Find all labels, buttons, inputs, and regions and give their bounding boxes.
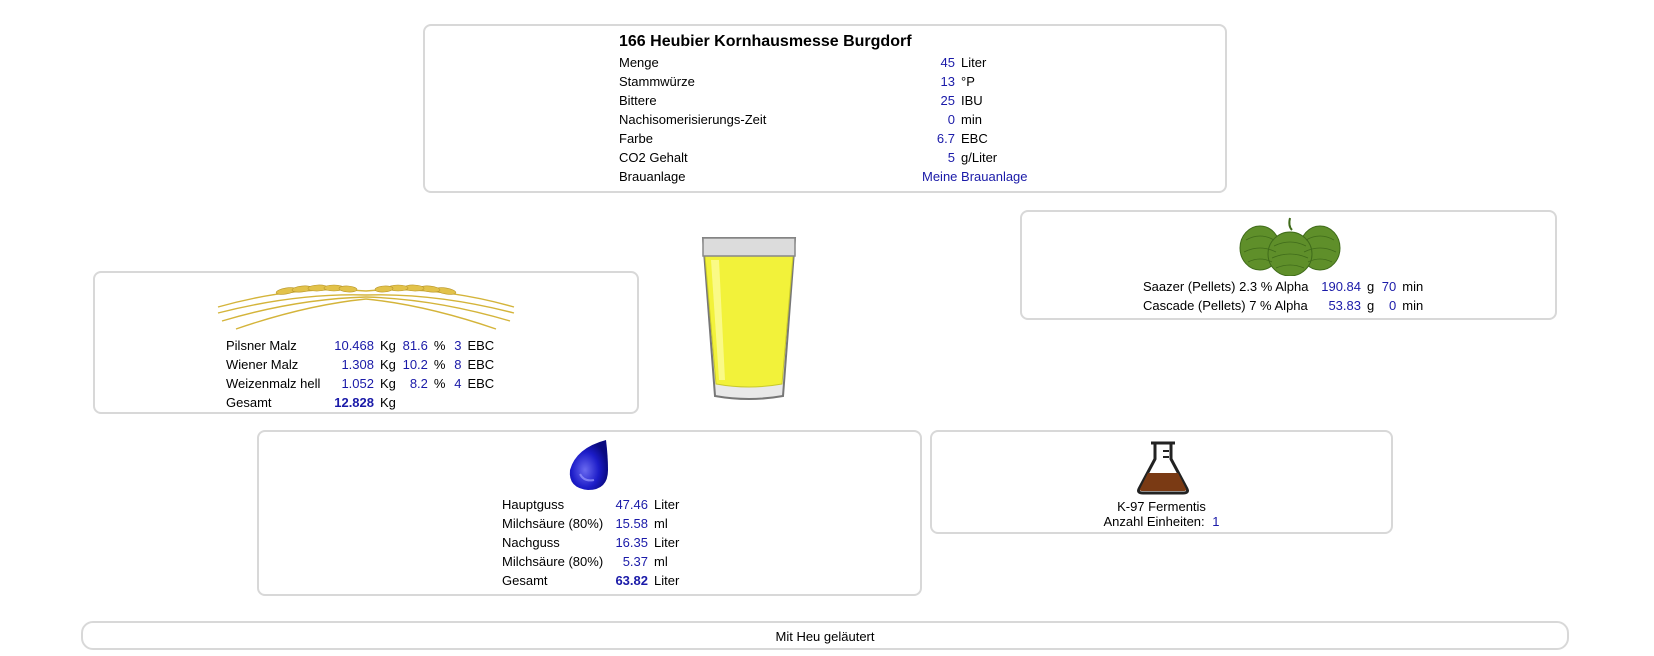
yeast-panel [930,430,1393,534]
recipe-unit: EBC [961,131,988,146]
water-total-label: Gesamt [502,573,548,588]
malt-total-unit: Kg [380,395,396,410]
hop-time: 70 [1381,279,1397,294]
recipe-value: 45 [940,55,955,70]
water-table [499,495,682,590]
beer-glass-icon [699,234,799,402]
recipe-unit: min [961,112,982,127]
hop-amount-unit: g [1367,298,1375,313]
water-value: 5.37 [622,554,648,569]
wheat-icon [216,277,516,337]
hop-row [1140,296,1426,315]
malt-row [223,374,497,393]
recipe-label: Menge [619,55,659,70]
malt-total-row [223,393,497,412]
recipe-unit: Liter [961,55,987,70]
water-label: Hauptguss [502,497,565,512]
water-value: 16.35 [615,535,648,550]
malt-ebc: 8 [454,357,462,372]
note-bar [81,621,1569,650]
malt-name: Wiener Malz [226,357,299,372]
yeast-count [932,514,1391,529]
yeast-count-value: 1 [1212,514,1220,529]
recipe-label: Farbe [619,131,653,146]
water-unit: ml [654,554,668,569]
recipe-unit: IBU [961,93,983,108]
recipe-row [616,148,1031,167]
recipe-table [616,53,1031,186]
water-row [499,552,682,571]
hop-row [1140,277,1426,296]
water-unit: Liter [654,535,680,550]
malt-table [223,336,497,412]
recipe-unit: g/Liter [961,150,998,165]
malt-row [223,355,497,374]
malt-pct-unit: % [433,357,446,372]
recipe-value: 25 [940,93,955,108]
malt-pct-unit: % [433,376,446,391]
water-value: 15.58 [615,516,648,531]
malt-ebc: 3 [454,338,462,353]
recipe-label: CO2 Gehalt [619,150,688,165]
hop-name: Saazer (Pellets) 2.3 % Alpha [1143,279,1309,294]
malt-kg: 1.308 [341,357,374,372]
recipe-row [616,110,1031,129]
water-total-unit: Liter [654,573,680,588]
brewery-link[interactable]: Meine Brauanlage [922,169,1028,184]
hop-amount-unit: g [1367,279,1375,294]
hop-time-unit: min [1402,298,1424,313]
recipe-panel [423,24,1227,193]
water-row [499,514,682,533]
water-label: Nachguss [502,535,560,550]
malt-ebc-unit: EBC [467,357,495,372]
malt-row [223,336,497,355]
recipe-label: Stammwürze [619,74,695,89]
water-label: Milchsäure (80%) [502,516,604,531]
malt-kg-unit: Kg [380,376,396,391]
yeast-name: K-97 Fermentis [1117,499,1206,514]
recipe-label: Bittere [619,93,657,108]
hop-time: 0 [1389,298,1397,313]
note-text: Mit Heu geläutert [775,629,875,644]
hop-amount: 190.84 [1321,279,1361,294]
malt-panel [93,271,639,414]
malt-kg: 10.468 [334,338,374,353]
water-row [499,533,682,552]
hop-name: Cascade (Pellets) 7 % Alpha [1143,298,1308,313]
malt-pct: 8.2 [409,376,428,391]
recipe-row-brewery [616,167,1031,186]
recipe-row [616,53,1031,72]
water-unit: ml [654,516,668,531]
water-value: 47.46 [615,497,648,512]
malt-kg: 1.052 [341,376,374,391]
malt-kg-unit: Kg [380,338,396,353]
hops-panel [1020,210,1557,320]
recipe-value: 0 [947,112,955,127]
malt-pct-unit: % [433,338,446,353]
malt-ebc: 4 [454,376,462,391]
water-panel [257,430,922,596]
recipe-value: 5 [947,150,955,165]
malt-pct: 81.6 [402,338,428,353]
malt-kg-unit: Kg [380,357,396,372]
water-total-row [499,571,682,590]
malt-ebc-unit: EBC [467,376,495,391]
recipe-row [616,72,1031,91]
recipe-row [616,129,1031,148]
hop-time-unit: min [1402,279,1424,294]
malt-pct: 10.2 [402,357,428,372]
malt-total-label: Gesamt [226,395,272,410]
yeast-count-label: Anzahl Einheiten: [1103,514,1205,529]
water-unit: Liter [654,497,680,512]
water-total-value: 63.82 [615,573,648,588]
malt-name: Weizenmalz hell [226,376,321,391]
recipe-unit: °P [961,74,975,89]
malt-total-value: 12.828 [334,395,374,410]
malt-ebc-unit: EBC [467,338,495,353]
recipe-label: Nachisomerisierungs-Zeit [619,112,767,127]
hop-amount: 53.83 [1328,298,1361,313]
recipe-value: 6.7 [936,131,955,146]
recipe-row [616,91,1031,110]
flask-icon [1135,437,1191,495]
water-drop-icon [566,438,610,492]
hops-icon [1238,216,1342,276]
recipe-value: 13 [940,74,955,89]
recipe-title: 166 Heubier Kornhausmesse Burgdorf [619,33,912,50]
malt-name: Pilsner Malz [226,338,297,353]
hops-table [1140,277,1426,315]
brewery-label: Brauanlage [619,169,686,184]
water-row [499,495,682,514]
water-label: Milchsäure (80%) [502,554,604,569]
